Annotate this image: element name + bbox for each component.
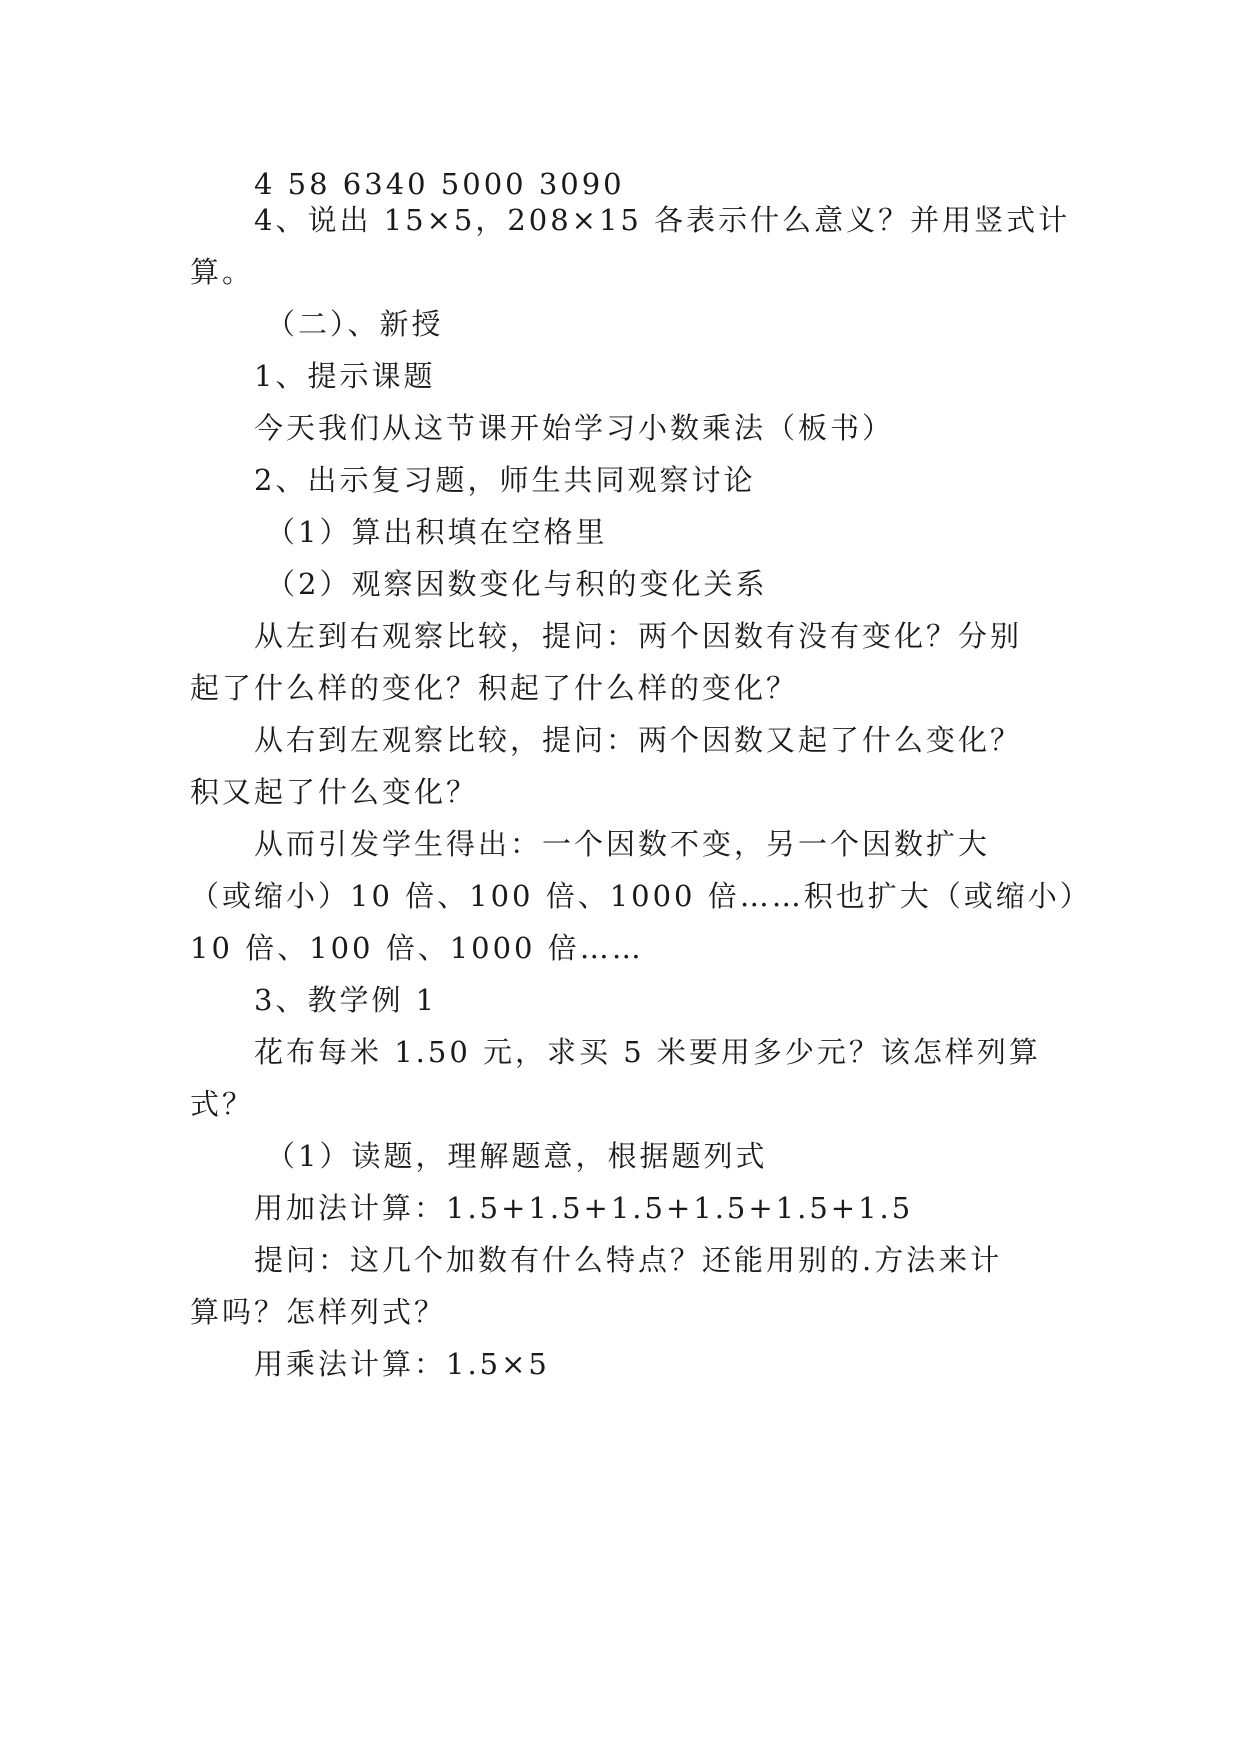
- text-line: 4 58 6340 5000 3090: [254, 167, 625, 201]
- text-line: 从右到左观察比较，提问：两个因数又起了什么变化？: [254, 723, 1023, 757]
- text-line: 10 倍、100 倍、1000 倍……: [190, 931, 644, 965]
- text-line: （1）算出积填在空格里: [266, 515, 608, 549]
- text-line: （或缩小）10 倍、100 倍、1000 倍……积也扩大（或缩小）: [190, 879, 1092, 913]
- text-line: 起了什么样的变化？积起了什么样的变化？: [190, 671, 799, 705]
- section-heading: （二）、新授: [266, 307, 444, 341]
- text-line: 今天我们从这节课开始学习小数乘法（板书）: [254, 411, 895, 445]
- text-line: 4、说出 15×5，208×15 各表示什么意义？并用竖式计: [254, 203, 1071, 237]
- text-line: 式？: [190, 1087, 255, 1121]
- text-line: 用加法计算：1.5+1.5+1.5+1.5+1.5+1.5: [254, 1191, 914, 1225]
- text-line: 算。: [190, 255, 255, 289]
- text-line: 算吗？怎样列式？: [190, 1295, 447, 1329]
- text-line: （1）读题，理解题意，根据题列式: [266, 1139, 768, 1173]
- text-line: 用乘法计算：1.5×5: [254, 1347, 550, 1381]
- text-line: 积又起了什么变化？: [190, 775, 479, 809]
- text-line: 3、教学例 1: [254, 983, 438, 1017]
- text-line: 从而引发学生得出：一个因数不变，另一个因数扩大: [254, 827, 991, 861]
- text-line: 提问：这几个加数有什么特点？还能用别的.方法来计: [254, 1243, 1003, 1277]
- text-line: （2）观察因数变化与积的变化关系: [266, 567, 768, 601]
- text-line: 花布每米 1.50 元，求买 5 米要用多少元？该怎样列算: [254, 1035, 1041, 1069]
- text-line: 2、出示复习题，师生共同观察讨论: [254, 463, 756, 497]
- text-line: 从左到右观察比较，提问：两个因数有没有变化？分别: [254, 619, 1023, 653]
- text-line: 1、提示课题: [254, 359, 436, 393]
